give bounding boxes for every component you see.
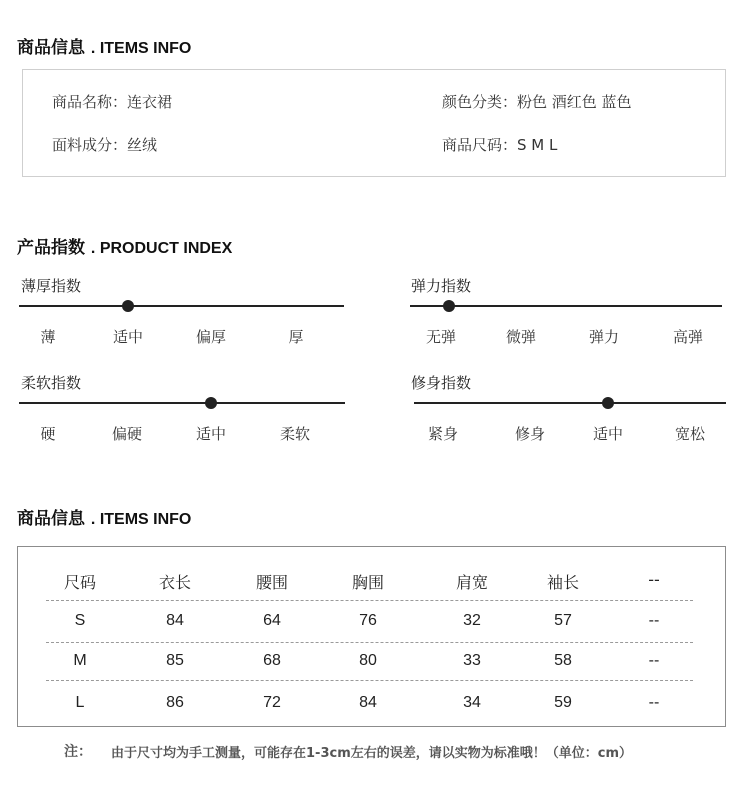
index-option: 无弹 [425,328,457,346]
item-info-box [22,69,726,177]
info-sizes: 商品尺码：S M L [442,136,558,154]
section-title-cn: 商品信息 [17,509,85,529]
index-marker-dot [122,300,134,312]
index-scale-line [410,305,722,307]
table-row-divider [46,680,693,681]
section-title-size-info [17,504,191,529]
section-title-product-index [17,233,232,258]
index-option: 宽松 [674,425,706,443]
table-cell: 59 [554,694,572,711]
info-color-options: 颜色分类：粉色 酒红色 蓝色 [442,93,632,111]
table-row-divider [46,600,693,601]
table-cell: 76 [359,612,377,629]
table-cell: 85 [166,652,184,669]
section-title-en: . PRODUCT INDEX [90,240,233,257]
table-header-cell: 胸围 [351,573,385,592]
table-cell: -- [648,694,660,711]
index-marker-dot [602,397,614,409]
index-scale-line [414,402,726,404]
table-cell: 64 [263,612,281,629]
index-label: 修身指数 [411,374,472,392]
index-option: 柔软 [279,425,311,443]
note-text: 由于尺寸均为手工测量，可能存在1-3cm左右的误差，请以实物为标准哦！（单位：cm） [111,746,632,761]
section-title-en: . ITEMS INFO [90,511,192,528]
index-option: 厚 [288,328,304,346]
table-cell: -- [648,652,660,669]
table-cell: 68 [263,652,281,669]
section-title-items-info [17,33,191,58]
table-cell: 58 [554,652,572,669]
section-title-cn: 产品指数 [17,238,85,258]
table-cell: 57 [554,612,572,629]
index-label: 柔软指数 [21,374,82,392]
section-title-en: . ITEMS INFO [90,40,192,57]
index-scale-line [19,305,344,307]
index-option: 硬 [40,425,56,443]
info-product-name: 商品名称：连衣裙 [52,93,173,111]
table-cell: 32 [463,612,481,629]
index-option: 偏硬 [111,425,143,443]
table-cell: 33 [463,652,481,669]
table-header-cell: 衣长 [158,573,192,592]
info-material: 面料成分：丝绒 [52,136,158,154]
index-option: 薄 [40,328,56,346]
index-marker-dot [205,397,217,409]
table-cell: 34 [463,694,481,711]
table-header-cell: -- [648,570,660,589]
table-header-cell: 腰围 [255,573,289,592]
index-option: 弹力 [588,328,620,346]
section-title-cn: 商品信息 [17,38,85,58]
index-option: 紧身 [427,425,459,443]
table-cell: 80 [359,652,377,669]
table-cell: M [73,652,87,669]
table-cell: 84 [359,694,377,711]
index-option: 修身 [514,425,546,443]
index-option: 偏厚 [195,328,227,346]
table-cell: 86 [166,694,184,711]
index-label: 薄厚指数 [21,277,82,295]
table-cell: L [75,694,85,711]
index-option: 高弹 [672,328,704,346]
table-cell: 84 [166,612,184,629]
index-option: 微弹 [505,328,537,346]
table-header-cell: 肩宽 [455,573,489,592]
index-option: 适中 [592,425,624,443]
index-label: 弹力指数 [411,277,472,295]
index-option: 适中 [195,425,227,443]
table-cell: 72 [263,694,281,711]
table-row-divider [46,642,693,643]
table-cell: -- [648,612,660,629]
table-header-cell: 袖长 [546,573,580,592]
table-header-cell: 尺码 [63,573,97,592]
index-marker-dot [443,300,455,312]
index-scale-line [19,402,345,404]
note-label: 注： [64,744,92,760]
index-option: 适中 [112,328,144,346]
table-cell: S [74,612,86,629]
